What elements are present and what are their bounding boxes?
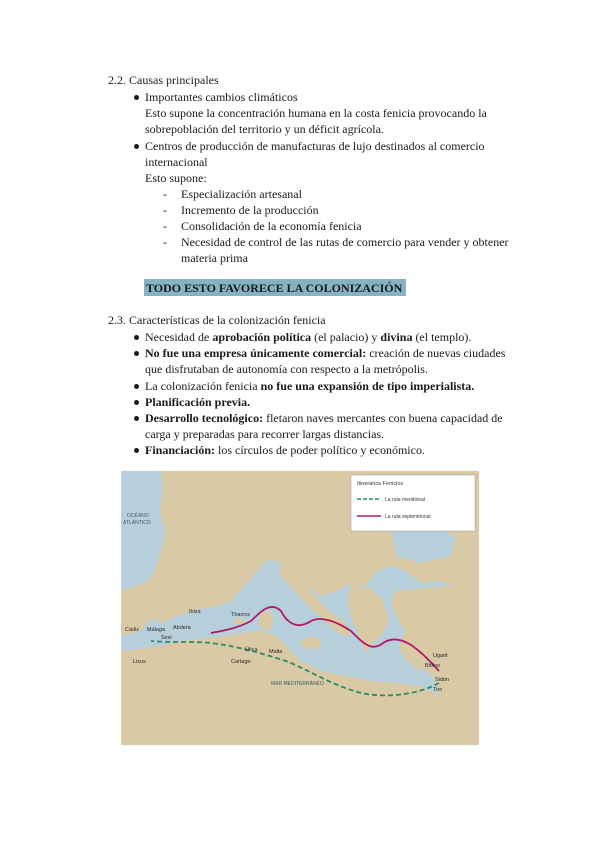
feature-approval: Necesidad de aprobación política (el palacio) y divina (el templo). <box>145 330 472 344</box>
place-utica: Útica <box>245 647 258 653</box>
callout-text: TODO ESTO FAVORECE LA COLONIZACIÓN <box>146 281 403 295</box>
consequence-item: Especialización artesanal <box>181 187 302 201</box>
cause-production-text-1: Centros de producción de manufacturas de lujo destinados al comercio <box>145 139 485 153</box>
place-malaga: Málaga <box>147 627 166 633</box>
legend-north-label: La ruta septentrional <box>385 514 431 520</box>
feature-not-commercial: No fue una empresa únicamente comercial: creación de nuevas ciudades <box>145 346 506 360</box>
feature-planning: Planificación previa. <box>145 395 251 409</box>
place-tharros: Tharros <box>231 612 250 618</box>
section-heading-2-2: 2.2. Causas principales <box>108 73 219 87</box>
consequence-item: Incremento de la producción <box>181 203 319 217</box>
ibiza-island <box>233 618 245 624</box>
ocean-label-1: OCÉANO <box>127 513 149 519</box>
cause-production-text-2: internacional <box>145 155 208 169</box>
bullet-dot <box>134 416 139 421</box>
phoenician-routes-map <box>121 471 479 745</box>
cause-climate-text-1: Esto supone la concentración humana en la costa fenicia provocando la <box>145 106 487 120</box>
dash-marker: - <box>163 187 167 201</box>
bullet-dot <box>134 351 139 356</box>
legend-title: Itinerarios Fenicios <box>357 481 404 487</box>
feature-technology: Desarrollo tecnológico: fletaron naves mercantes con buena capacidad de <box>145 411 503 425</box>
cause-climate-text-2: sobrepoblación del territorio y un déficit agrícola. <box>145 122 384 136</box>
place-ibiza: Ibiza <box>189 609 201 615</box>
place-sexi: Sexi <box>161 635 172 641</box>
ocean-label-2: ATLÁNTICO <box>123 520 151 526</box>
section-heading-2-3: 2.3. Características de la colonización fenicia <box>108 313 326 327</box>
dash-marker: - <box>163 235 167 249</box>
feature-not-commercial-cont: que disfrutaban de autonomía con respecto a la metrópolis. <box>145 362 428 376</box>
place-biblos: Biblos <box>425 663 440 669</box>
consequences-intro: Esto supone: <box>145 171 207 185</box>
bullet-dot <box>134 144 139 149</box>
bullet-dot <box>134 400 139 405</box>
cause-climate-title: Importantes cambios climáticos <box>145 90 298 104</box>
place-ugarit: Ugarit <box>433 653 448 659</box>
place-abdera: Abdera <box>173 625 191 631</box>
crete-island <box>359 690 383 696</box>
dash-marker: - <box>163 219 167 233</box>
sardinia-island <box>259 611 273 631</box>
feature-financing: Financiación: los círculos de poder político y económico. <box>145 443 425 457</box>
bullet-dot <box>134 95 139 100</box>
consequence-item-continuation: materia prima <box>181 251 248 265</box>
place-cartago: Cartago <box>231 659 251 665</box>
bullet-dot <box>134 384 139 389</box>
place-lixus: Lixus <box>133 659 146 665</box>
feature-technology-cont: carga y preparadas para recorrer largas distancias. <box>145 427 385 441</box>
place-sidon: Sidón <box>435 677 450 683</box>
consequence-item: Necesidad de control de las rutas de comercio para vender y obtener <box>181 235 509 249</box>
place-cadiz: Cádiz <box>125 627 140 633</box>
legend-south-label: La ruta meridional <box>385 497 426 503</box>
bullet-dot <box>134 335 139 340</box>
place-tiro: Tiro <box>433 687 443 693</box>
feature-not-imperialist: La colonización fenicia no fue una expansión de tipo imperialista. <box>145 379 475 393</box>
bullet-dot <box>134 448 139 453</box>
sicily-island <box>301 637 321 649</box>
consequence-item: Consolidación de la economía fenicia <box>181 219 362 233</box>
sea-label: MAR MEDITERRÁNEO <box>271 681 324 687</box>
dash-marker: - <box>163 203 167 217</box>
place-malta: Malta <box>269 649 283 655</box>
